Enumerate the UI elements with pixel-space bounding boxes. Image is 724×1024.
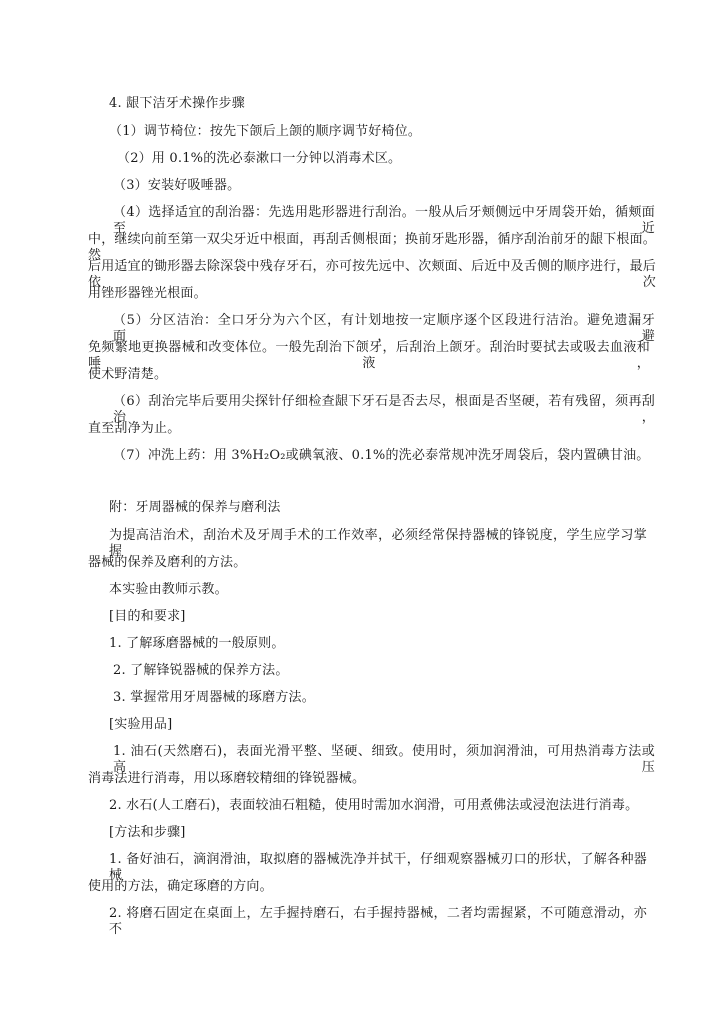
step-6-line-2: 直至刮净为止。 <box>88 421 181 436</box>
step-1: （1）调节椅位：按先下颌后上颌的顺序调节好椅位。 <box>109 124 422 139</box>
goal-1: 1. 了解琢磨器械的一般原则。 <box>109 636 285 651</box>
step-4-line-4: 用锉形器锉光根面。 <box>88 286 207 301</box>
step-4-line-1: （4）选择适宜的刮治器：先选用匙形器进行刮治。一般从后牙颊侧远中牙周袋开始，循颊面至近 <box>113 205 655 236</box>
step-6-line-1: （6）刮治完毕后要用尖探针仔细检查龈下牙石是否去尽，根面是否坚硬，若有残留，须再刮治， <box>113 394 655 425</box>
goals-heading: [目的和要求] <box>109 609 186 624</box>
appendix-title: 附：牙周器械的保养与磨利法 <box>109 500 281 515</box>
step-5-line-1: （5）分区洁治：全口牙分为六个区，有计划地按一定顺序逐个区段进行洁治。避免遗漏牙面，避 <box>113 313 655 344</box>
step-4-line-2: 中，继续向前至第一双尖牙近中根面，再刮舌侧根面；换前牙匙形器，循序刮治前牙的龈下根面。然 <box>88 232 656 263</box>
goal-3: 3. 掌握常用牙周器械的琢磨方法。 <box>113 690 315 705</box>
supply-1-line-2: 消毒法进行消毒，用以琢磨较精细的锋锐器械。 <box>88 771 366 786</box>
section-heading: 4. 龈下洁牙术操作步骤 <box>109 96 245 111</box>
method-heading: [方法和步骤] <box>109 825 186 840</box>
goal-2: 2. 了解锋锐器械的保养方法。 <box>113 663 289 678</box>
demo-note: 本实验由教师示教。 <box>109 582 228 597</box>
supply-2: 2. 水石(人工磨石)，表面较油石粗糙，使用时需加水润滑，可用煮佛法或浸泡法进行消毒。 <box>109 798 639 813</box>
step-3: （3）安装好吸唾器。 <box>113 178 241 193</box>
supply-1-line-1: 1. 油石(天然磨石)，表面光滑平整、坚硬、细致。使用时，须加润滑油，可用热消毒方法或高压 <box>113 744 655 775</box>
method-2: 2. 将磨石固定在桌面上，左手握持磨石，右手握持器械，二者均需握紧，不可随意滑动，亦不 <box>109 906 647 937</box>
step-5-line-2: 免频繁地更换器械和改变体位。一般先刮治下颌牙，后刮治上颌牙。刮治时要拭去或吸去血液和唾液， <box>88 340 650 371</box>
method-1-line-2: 使用的方法，确定琢磨的方向。 <box>88 879 273 894</box>
step-7: （7）冲洗上药：用 3%H₂O₂或碘氧液、0.1%的洗必泰常规冲洗牙周袋后，袋内置碘甘油。 <box>113 448 650 463</box>
appendix-intro-line-1: 为提高洁治术，刮治术及牙周手术的工作效率，必须经常保持器械的锋锐度，学生应学习掌握 <box>109 528 647 559</box>
step-5-line-3: 使术野清楚。 <box>88 367 168 382</box>
method-1-line-1: 1. 备好油石，滴润滑油，取拟磨的器械洗净并拭干，仔细观察器械刃口的形状，了解各种器械 <box>109 852 647 883</box>
step-2: （2）用 0.1%的洗必泰漱口一分钟以消毒术区。 <box>117 151 402 166</box>
supplies-heading: [实验用品] <box>109 717 173 732</box>
step-4-line-3: 后用适宜的锄形器去除深袋中残存牙石，亦可按先远中、次颊面、后近中及舌侧的顺序进行，最后依次 <box>88 259 656 290</box>
appendix-intro-line-2: 器械的保养及磨利的方法。 <box>88 555 247 570</box>
